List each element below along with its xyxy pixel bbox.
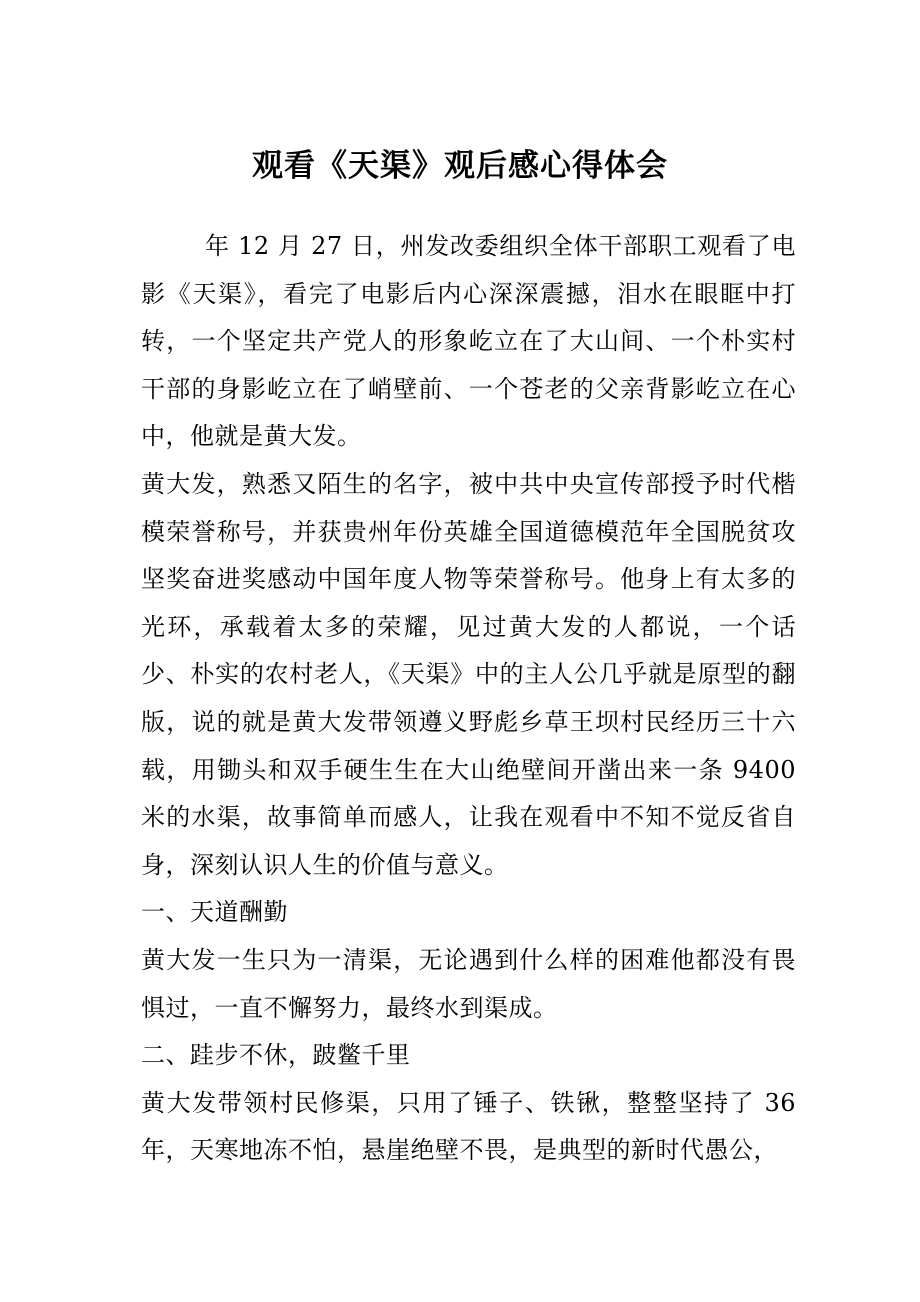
document-body: [141, 223, 796, 1175]
section-heading-1: 一、天道酬勤: [141, 898, 288, 927]
paragraph-intro: 年 12 月 27 日，州发改委组织全体干部职工观看了电影《天渠》，看完了电影后内心深深震撼，泪水在眼眶中打转，一个坚定共产党人的形象屹立在了大山间、一个朴实村干部的身影屹立在了峭壁前、一个苍老的父亲背影屹立在心中，他就是黄大发。: [141, 232, 796, 451]
document-title: 观看《天渠》观后感心得体会: [252, 148, 668, 184]
paragraph-huang-dafa: 黄大发，熟悉又陌生的名字，被中共中央宣传部授予时代楷模荣誉称号，并获贵州年份英雄全国道德模范年全国脱贫攻坚奖奋进奖感动中国年度人物等荣誉称号。他身上有太多的光环，承载着太多的荣耀，见过黄大发的人都说，一个话少、朴实的农村老人，《天渠》中的主人公几乎就是原型的翻版，说的就是黄大发带领遵义野彪乡草王坝村民经历三十六载，用锄头和双手硬生生在大山绝壁间开凿出来一条 9400 米的水渠，故事简单而感人，让我在观看中不知不觉反省自身，深刻认识人生的价值与意义。: [141, 469, 796, 879]
paragraph-section-1: 黄大发一生只为一清渠，无论遇到什么样的困难他都没有畏惧过，一直不懈努力，最终水到渠成。: [141, 945, 796, 1022]
paragraph-section-2: 黄大发带领村民修渠，只用了锤子、铁锹，整整坚持了 36 年，天寒地冻不怕，悬崖绝壁不畏，是典型的新时代愚公，: [141, 1088, 796, 1165]
section-heading-2: 二、跬步不休，跛鳖千里: [141, 1041, 411, 1070]
